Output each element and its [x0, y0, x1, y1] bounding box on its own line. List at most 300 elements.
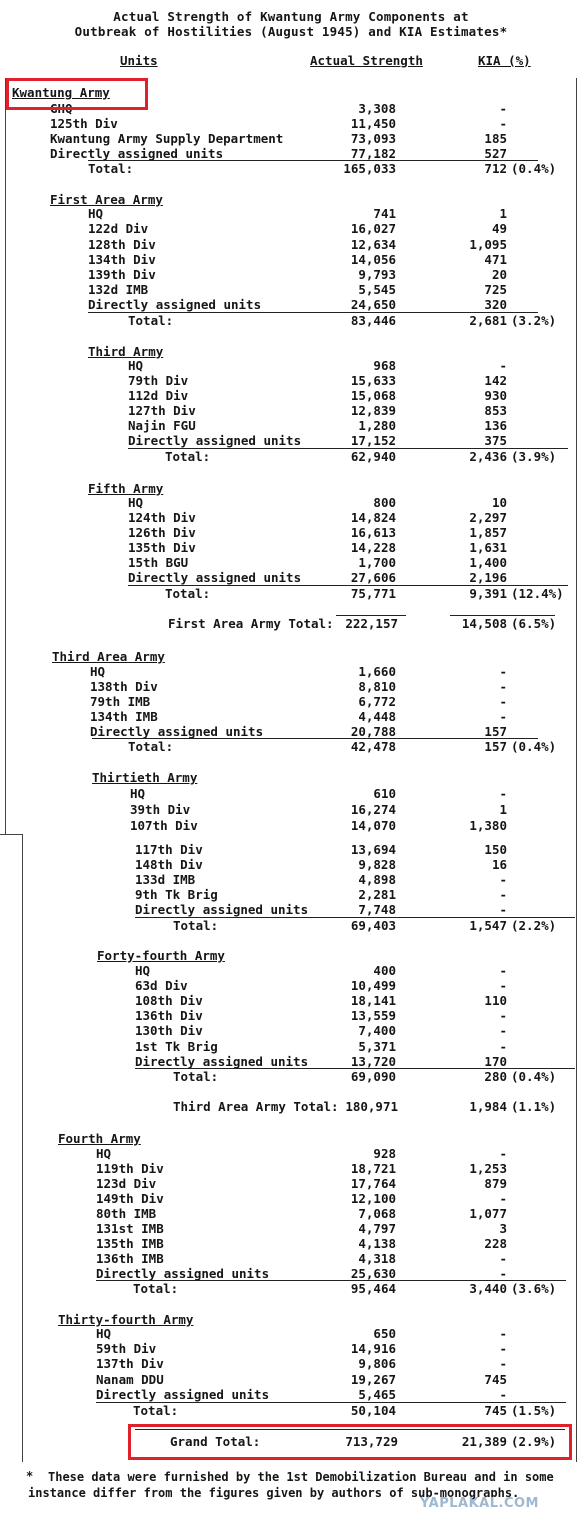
- table-row: [0, 818, 582, 834]
- kia-value: -: [499, 1356, 507, 1371]
- kia-value: -: [499, 116, 507, 131]
- strength-value: 400: [373, 963, 396, 978]
- footnote-marker: *: [26, 1469, 34, 1483]
- table-row: [0, 433, 582, 449]
- kia-value: 2,196: [469, 570, 507, 585]
- unit-label: 126th Div: [128, 525, 196, 540]
- table-row: [0, 282, 582, 298]
- strength-value: 6,772: [358, 694, 396, 709]
- strength-value: 650: [373, 1326, 396, 1341]
- table-row: [0, 802, 582, 818]
- table-row: [0, 358, 582, 374]
- unit-label: 138th Div: [90, 679, 158, 694]
- strength-value: 12,100: [350, 1191, 396, 1206]
- document-title-line-1: Actual Strength of Kwantung Army Components at: [113, 9, 469, 24]
- table-row: [0, 1161, 582, 1177]
- strength-value: 1,280: [358, 418, 396, 433]
- strength-value: 95,464: [350, 1281, 396, 1296]
- kia-percent: (0.4%): [511, 739, 557, 754]
- kia-percent: (3.9%): [511, 449, 557, 464]
- kia-value: 136: [484, 418, 507, 433]
- strength-value: 7,400: [358, 1023, 396, 1038]
- kia-value: -: [499, 1146, 507, 1161]
- kia-value: 879: [484, 1176, 507, 1191]
- table-row: [0, 540, 582, 556]
- kia-percent: (0.4%): [511, 1069, 557, 1084]
- table-row: [0, 495, 582, 511]
- strength-value: 610: [373, 786, 396, 801]
- kia-value: 2,681: [469, 313, 507, 328]
- unit-label: 59th Div: [96, 1341, 157, 1356]
- army-total-row: [0, 616, 582, 632]
- kia-value: 712: [484, 161, 507, 176]
- unit-label: Directly assigned units: [135, 1054, 309, 1069]
- strength-value: 17,152: [350, 433, 396, 448]
- kia-percent: (1.1%): [511, 1099, 557, 1114]
- table-row: [0, 1251, 582, 1267]
- unit-label: Directly assigned units: [90, 724, 264, 739]
- table-row: [0, 116, 582, 132]
- strength-value: 24,650: [350, 297, 396, 312]
- strength-value: 15,068: [350, 388, 396, 403]
- kia-value: 157: [484, 739, 507, 754]
- table-row: [0, 1069, 582, 1085]
- unit-label: Third Area Army Total:: [173, 1099, 339, 1114]
- kia-value: 185: [484, 131, 507, 146]
- unit-label: 124th Div: [128, 510, 196, 525]
- table-row: [0, 1403, 582, 1419]
- strength-value: 13,559: [350, 1008, 396, 1023]
- kia-value: 170: [484, 1054, 507, 1069]
- unit-label: 133d IMB: [135, 872, 196, 887]
- strength-value: 13,694: [350, 842, 396, 857]
- kia-value: 1,253: [469, 1161, 507, 1176]
- table-row: [0, 1206, 582, 1222]
- unit-label: GHQ: [50, 101, 73, 116]
- kia-value: 21,389: [461, 1434, 507, 1449]
- strength-value: 19,267: [350, 1372, 396, 1387]
- strength-value: 968: [373, 358, 396, 373]
- kia-value: 1,380: [469, 818, 507, 833]
- table-row: [0, 373, 582, 389]
- kia-value: 157: [484, 724, 507, 739]
- strength-value: 69,403: [350, 918, 396, 933]
- strength-value: 8,810: [358, 679, 396, 694]
- kia-value: 1,547: [469, 918, 507, 933]
- column-header-actual-strength: Actual Strength: [310, 53, 423, 68]
- kia-percent: (1.5%): [511, 1403, 557, 1418]
- unit-label: 139th Div: [88, 267, 156, 282]
- kia-value: -: [499, 101, 507, 116]
- unit-label: 112d Div: [128, 388, 189, 403]
- kia-value: 1,095: [469, 237, 507, 252]
- kia-value: -: [499, 1326, 507, 1341]
- kia-value: 2,436: [469, 449, 507, 464]
- unit-label: HQ: [90, 664, 106, 679]
- strength-value: 75,771: [350, 586, 396, 601]
- table-row: [0, 313, 582, 329]
- strength-value: 12,839: [350, 403, 396, 418]
- unit-label: 134th IMB: [90, 709, 158, 724]
- table-row: [0, 525, 582, 541]
- unit-label: 80th IMB: [96, 1206, 157, 1221]
- strength-value: 4,318: [358, 1251, 396, 1266]
- table-row: [0, 1008, 582, 1024]
- strength-value: 18,721: [350, 1161, 396, 1176]
- strength-value: 713,729: [345, 1434, 398, 1449]
- unit-label: Fifth Army: [88, 481, 164, 496]
- table-row: [0, 664, 582, 680]
- unit-label: Total:: [165, 449, 211, 464]
- unit-label: 130th Div: [135, 1023, 203, 1038]
- unit-label: HQ: [128, 495, 144, 510]
- strength-value: 14,824: [350, 510, 396, 525]
- kia-value: 471: [484, 252, 507, 267]
- kia-value: -: [499, 694, 507, 709]
- strength-value: 222,157: [345, 616, 398, 631]
- unit-label: HQ: [135, 963, 151, 978]
- strength-value: 20,788: [350, 724, 396, 739]
- strength-value: 14,070: [350, 818, 396, 833]
- table-row: [0, 570, 582, 586]
- kia-percent: (2.2%): [511, 918, 557, 933]
- kia-value: 745: [484, 1403, 507, 1418]
- total-rule: [135, 1068, 575, 1069]
- kia-value: 20: [491, 267, 507, 282]
- kia-value: 1,857: [469, 525, 507, 540]
- kia-value: -: [499, 664, 507, 679]
- unit-label: 132d IMB: [88, 282, 149, 297]
- unit-label: Total:: [133, 1403, 179, 1418]
- total-rule: [96, 1280, 566, 1281]
- unit-label: HQ: [96, 1326, 112, 1341]
- unit-label: HQ: [130, 786, 146, 801]
- unit-label: 117th Div: [135, 842, 203, 857]
- army-heading-row: [0, 770, 582, 786]
- kia-value: 150: [484, 842, 507, 857]
- kia-value: -: [499, 1039, 507, 1054]
- kia-percent: (12.4%): [511, 586, 564, 601]
- kia-value: -: [499, 887, 507, 902]
- unit-label: Total:: [173, 918, 219, 933]
- total-rule: [128, 585, 568, 586]
- footnote-text: These data were furnished by the 1st Demobilization Bureau and in some instance differ from the figures given by authors of sub-monographs.: [28, 1470, 554, 1500]
- kia-value: -: [499, 786, 507, 801]
- army-heading-row: [0, 649, 582, 665]
- unit-label: Nanam DDU: [96, 1372, 164, 1387]
- unit-label: Kwantung Army Supply Department: [50, 131, 284, 146]
- table-row: [0, 1326, 582, 1342]
- unit-label: Thirty-fourth Army: [58, 1312, 194, 1327]
- kia-value: -: [499, 358, 507, 373]
- kia-value: 320: [484, 297, 507, 312]
- kia-value: 1,400: [469, 555, 507, 570]
- strength-value: 25,630: [350, 1266, 396, 1281]
- kia-percent: (3.6%): [511, 1281, 557, 1296]
- unit-label: Total:: [133, 1281, 179, 1296]
- kia-value: -: [499, 902, 507, 917]
- total-rule: [135, 917, 575, 918]
- kia-value: 853: [484, 403, 507, 418]
- unit-label: Directly assigned units: [88, 297, 262, 312]
- strength-value: 7,068: [358, 1206, 396, 1221]
- kia-value: 16: [491, 857, 507, 872]
- strength-value: 73,093: [350, 131, 396, 146]
- unit-label: Directly assigned units: [128, 433, 302, 448]
- army-heading-row: [0, 948, 582, 964]
- strength-value: 62,940: [350, 449, 396, 464]
- kia-value: 375: [484, 433, 507, 448]
- unit-label: Third Area Army: [52, 649, 165, 664]
- kia-value: -: [499, 872, 507, 887]
- table-row: [0, 679, 582, 695]
- unit-label: 135th Div: [128, 540, 196, 555]
- table-row: [0, 1236, 582, 1252]
- kia-value: -: [499, 1008, 507, 1023]
- kia-value: 2,297: [469, 510, 507, 525]
- unit-label: 149th Div: [96, 1191, 164, 1206]
- table-row: [0, 1176, 582, 1192]
- table-row: [0, 902, 582, 918]
- total-rule: [88, 160, 538, 161]
- strength-value: 16,613: [350, 525, 396, 540]
- unit-label: 148th Div: [135, 857, 203, 872]
- strength-value: 7,748: [358, 902, 396, 917]
- unit-label: 1st Tk Brig: [135, 1039, 218, 1054]
- kia-percent: (0.4%): [511, 161, 557, 176]
- table-row: [0, 418, 582, 434]
- table-row: [0, 131, 582, 147]
- army-heading-row: [0, 1131, 582, 1147]
- table-row: [0, 993, 582, 1009]
- kia-value: -: [499, 709, 507, 724]
- unit-label: 9th Tk Brig: [135, 887, 218, 902]
- kia-value: 228: [484, 1236, 507, 1251]
- table-row: [0, 1356, 582, 1372]
- strength-value: 14,916: [350, 1341, 396, 1356]
- kia-value: 1,631: [469, 540, 507, 555]
- unit-label: 137th Div: [96, 1356, 164, 1371]
- kia-percent: (3.2%): [511, 313, 557, 328]
- unit-label: HQ: [96, 1146, 112, 1161]
- strength-value: 3,308: [358, 101, 396, 116]
- kia-value: -: [499, 1341, 507, 1356]
- table-row: [0, 1281, 582, 1297]
- unit-label: 136th Div: [135, 1008, 203, 1023]
- table-row: [0, 872, 582, 888]
- total-rule: [88, 312, 538, 313]
- strength-value: 165,033: [343, 161, 396, 176]
- table-row: [0, 297, 582, 313]
- strength-value: 14,056: [350, 252, 396, 267]
- unit-label: 63d Div: [135, 978, 188, 993]
- strength-value: 42,478: [350, 739, 396, 754]
- kia-value: 1,984: [469, 1099, 507, 1114]
- unit-label: 127th Div: [128, 403, 196, 418]
- kia-value: 1: [499, 802, 507, 817]
- unit-label: Total:: [165, 586, 211, 601]
- table-row: [0, 963, 582, 979]
- kia-value: -: [499, 679, 507, 694]
- table-row: [0, 978, 582, 994]
- strength-value: 15,633: [350, 373, 396, 388]
- watermark-logo: YAPLAKAL.COM: [420, 1496, 539, 1511]
- table-row: [0, 1039, 582, 1055]
- document-title-line-2: Outbreak of Hostilities (August 1945) and KIA Estimates*: [74, 24, 508, 39]
- table-row: [0, 237, 582, 253]
- strength-value: 17,764: [350, 1176, 396, 1191]
- unit-label: Total:: [128, 313, 174, 328]
- strength-value: 5,545: [358, 282, 396, 297]
- highlight-grand-total: [128, 1424, 572, 1460]
- table-row: [0, 786, 582, 802]
- unit-label: Fourth Army: [58, 1131, 141, 1146]
- unit-label: Total:: [173, 1069, 219, 1084]
- table-row: [0, 739, 582, 755]
- unit-label: Total:: [88, 161, 134, 176]
- unit-label: Third Army: [88, 344, 164, 359]
- kia-value: 142: [484, 373, 507, 388]
- table-row: [0, 388, 582, 404]
- unit-label: 122d Div: [88, 221, 149, 236]
- kia-value: 3,440: [469, 1281, 507, 1296]
- kia-value: 1: [499, 206, 507, 221]
- kia-value: -: [499, 1266, 507, 1281]
- kia-value: 3: [499, 1221, 507, 1236]
- unit-label: Forty-fourth Army: [97, 948, 225, 963]
- kia-percent: (2.9%): [511, 1434, 557, 1449]
- unit-label: 15th BGU: [128, 555, 189, 570]
- unit-label: 107th Div: [130, 818, 198, 833]
- strength-value: 12,634: [350, 237, 396, 252]
- table-row: [0, 206, 582, 222]
- kia-value: 10: [491, 495, 507, 510]
- strength-value: 4,898: [358, 872, 396, 887]
- total-rule: [336, 615, 406, 616]
- kia-value: -: [499, 1023, 507, 1038]
- table-row: [0, 161, 582, 177]
- total-rule: [128, 448, 568, 449]
- strength-value: 69,090: [350, 1069, 396, 1084]
- kia-value: -: [499, 978, 507, 993]
- unit-label: 125th Div: [50, 116, 118, 131]
- column-header-units: Units: [120, 53, 158, 68]
- strength-value: 11,450: [350, 116, 396, 131]
- strength-value: 77,182: [350, 146, 396, 161]
- total-rule: [92, 738, 538, 739]
- strength-value: 9,806: [358, 1356, 396, 1371]
- unit-label: Directly assigned units: [135, 902, 309, 917]
- unit-label: Directly assigned units: [50, 146, 224, 161]
- kia-value: 49: [491, 221, 507, 236]
- kia-value: 745: [484, 1372, 507, 1387]
- kia-value: 930: [484, 388, 507, 403]
- kia-percent: (6.5%): [511, 616, 557, 631]
- kia-value: -: [499, 1191, 507, 1206]
- strength-value: 1,660: [358, 664, 396, 679]
- page-join-line-left: [0, 834, 22, 835]
- table-row: [0, 1221, 582, 1237]
- kia-value: 725: [484, 282, 507, 297]
- table-row: [0, 1146, 582, 1162]
- kia-value: 9,391: [469, 586, 507, 601]
- unit-label: 119th Div: [96, 1161, 164, 1176]
- total-rule: [450, 615, 555, 616]
- strength-value: 16,274: [350, 802, 396, 817]
- strength-value: 14,228: [350, 540, 396, 555]
- table-row: [0, 267, 582, 283]
- table-row: [0, 252, 582, 268]
- strength-value: 5,465: [358, 1387, 396, 1402]
- unit-label: Directly assigned units: [96, 1387, 270, 1402]
- unit-label: 128th Div: [88, 237, 156, 252]
- strength-value: 928: [373, 1146, 396, 1161]
- unit-label: Najin FGU: [128, 418, 196, 433]
- total-rule: [96, 1402, 566, 1403]
- unit-label: 108th Div: [135, 993, 203, 1008]
- table-row: [0, 449, 582, 465]
- kia-value: -: [499, 1387, 507, 1402]
- strength-value: 4,797: [358, 1221, 396, 1236]
- table-row: [0, 586, 582, 602]
- strength-value: 2,281: [358, 887, 396, 902]
- highlight-kwantung-army: [6, 78, 148, 110]
- strength-value: 9,793: [358, 267, 396, 282]
- kia-value: 280: [484, 1069, 507, 1084]
- unit-label: 39th Div: [130, 802, 191, 817]
- strength-value: 800: [373, 495, 396, 510]
- unit-label: Directly assigned units: [96, 1266, 270, 1281]
- table-row: [0, 709, 582, 725]
- table-row: [0, 857, 582, 873]
- strength-value: 1,700: [358, 555, 396, 570]
- kia-value: 14,508: [461, 616, 507, 631]
- unit-label: First Area Army: [50, 192, 163, 207]
- table-row: [0, 887, 582, 903]
- strength-value: 16,027: [350, 221, 396, 236]
- kia-value: 1,077: [469, 1206, 507, 1221]
- unit-label: 136th IMB: [96, 1251, 164, 1266]
- army-total-row: [0, 1099, 582, 1115]
- strength-value: 18,141: [350, 993, 396, 1008]
- strength-value: 4,448: [358, 709, 396, 724]
- kia-value: 110: [484, 993, 507, 1008]
- unit-label: 79th IMB: [90, 694, 151, 709]
- unit-label: 123d Div: [96, 1176, 157, 1191]
- strength-value: 5,371: [358, 1039, 396, 1054]
- table-row: [0, 555, 582, 571]
- strength-value: 180,971: [345, 1099, 398, 1114]
- unit-label: Grand Total:: [170, 1434, 261, 1449]
- table-row: [0, 694, 582, 710]
- strength-value: 9,828: [358, 857, 396, 872]
- unit-label: First Area Army Total:: [168, 616, 334, 631]
- unit-label: HQ: [88, 206, 104, 221]
- strength-value: 4,138: [358, 1236, 396, 1251]
- table-row: [0, 403, 582, 419]
- strength-value: 83,446: [350, 313, 396, 328]
- unit-label: 131st IMB: [96, 1221, 164, 1236]
- unit-label: 79th Div: [128, 373, 189, 388]
- table-row: [0, 221, 582, 237]
- table-row: [0, 1191, 582, 1207]
- unit-label: HQ: [128, 358, 144, 373]
- unit-label: Kwantung Army: [12, 85, 110, 100]
- strength-value: 13,720: [350, 1054, 396, 1069]
- strength-value: 10,499: [350, 978, 396, 993]
- kia-value: -: [499, 1251, 507, 1266]
- table-row: [0, 1372, 582, 1388]
